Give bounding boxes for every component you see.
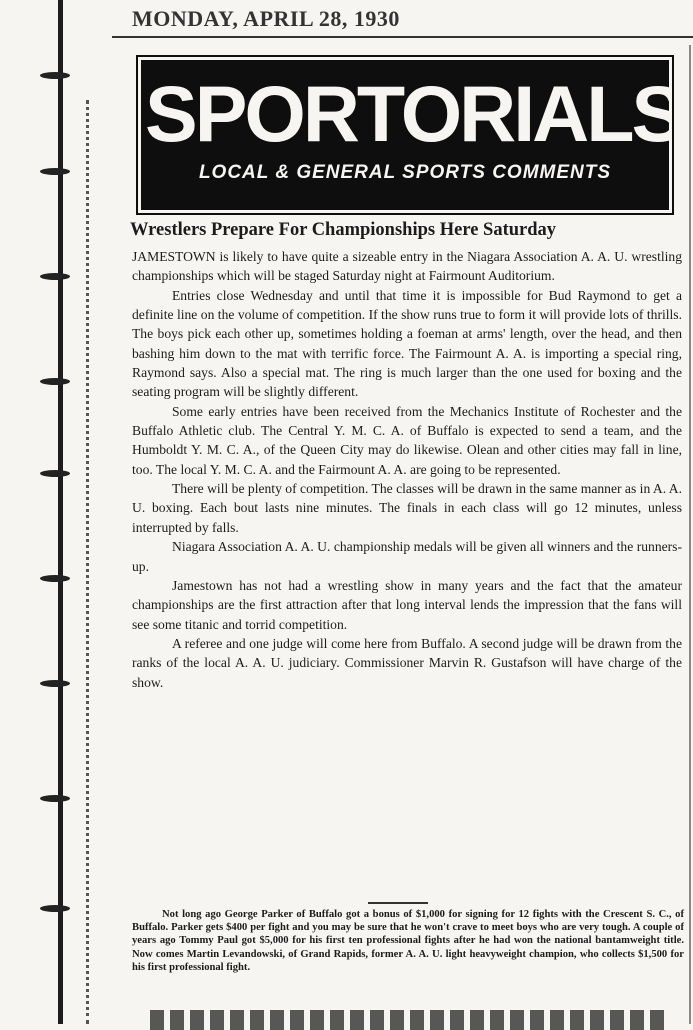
- page-edge-mark: [40, 905, 70, 912]
- article-paragraph: Jamestown has not had a wrestling show in many years and the fact that the amateur championships are the first attraction after that long interval lends the impression that the fans will see some titanic and torrid competition.: [132, 577, 682, 632]
- page-edge-mark: [40, 680, 70, 687]
- page-edge-mark: [40, 273, 70, 280]
- page-edge-perforation: [86, 100, 89, 1024]
- dateline: MONDAY, APRIL 28, 1930: [132, 6, 400, 31]
- header-rule: [112, 36, 693, 38]
- page-edge-mark: [40, 72, 70, 79]
- article-paragraph: A referee and one judge will come here from Buffalo. A second judge will be drawn from the ranks of the local A. A. U. judiciary. Commissioner Marvin R. Gustafson will have charge of the show.: [132, 635, 682, 690]
- article-headline: Wrestlers Prepare For Championships Here Saturday: [130, 220, 557, 240]
- page-edge-mark: [40, 378, 70, 385]
- note-paragraph: Not long ago George Parker of Buffalo got a bonus of $1,000 for signing for 12 fights with the Crescent S. C., of Buffalo. Parker gets $400 per fight and you may be sure that he won't crave to meet boys who are very tough. A couple of years ago Tommy Paul got $5,000 for his first ten professional fights after he had won the national bantamweight title. Now comes Martin Levandowski, of Grand Rapids, former A. A. U. light heavyweight champion, who collects $1,500 for his first professional fight.: [132, 909, 684, 973]
- article-paragraph: Entries close Wednesday and until that time it is impossible for Bud Raymond to get a definite line on the volume of competition. If the show runs true to form it will provide lots of thrills. The boys pick each other up, sometimes holding a foeman at arms' length, over the head, and then bashing him down to the mat with terrific force. The Fairmount A. A. is importing a special ring, Raymond says. Also a special mat. The ring is much larger than the one used for boxing and the seating program will be slightly different.: [132, 287, 682, 400]
- column-rule: [689, 45, 691, 1024]
- page-edge-bar: [58, 0, 63, 1024]
- boxing-note: [132, 908, 684, 974]
- article-paragraph: JAMESTOWN is likely to have quite a sizeable entry in the Niagara Association A. A. U. wrestling championships which will be staged Saturday night at Fairmount Auditorium.: [132, 249, 682, 284]
- page-edge-mark: [40, 795, 70, 802]
- article-body: [132, 247, 682, 692]
- article-paragraph: Niagara Association A. A. U. championship medals will be given all winners and the runners-up.: [132, 539, 682, 574]
- article-paragraph: There will be plenty of competition. The classes will be drawn in the same manner as in A. A. U. boxing. Each bout lasts nine minutes. The finals in each class will go 12 minutes, unless interrupted by falls.: [132, 481, 682, 535]
- page-edge-mark: [40, 168, 70, 175]
- next-article-headline-cut-off: [150, 1010, 670, 1030]
- article-paragraph: Some early entries have been received from the Mechanics Institute of Rochester and the Buffalo Athletic club. The Central Y. M. C. A. of Buffalo is expected to send a team, and the Humboldt Y. M. C. A., of the Queen City may do likewise. Olean and other cities may fall in line, too. The local Y. M. C. A. and the Fairmount A. A. are going to be represented.: [132, 403, 682, 477]
- page-edge-mark: [40, 575, 70, 582]
- section-divider: [368, 902, 428, 904]
- masthead-subtitle: LOCAL & GENERAL SPORTS COMMENTS: [198, 162, 612, 183]
- page-edge-mark: [40, 470, 70, 477]
- masthead-title: SPORTORIALS: [145, 69, 682, 158]
- sportorials-masthead: [141, 60, 682, 210]
